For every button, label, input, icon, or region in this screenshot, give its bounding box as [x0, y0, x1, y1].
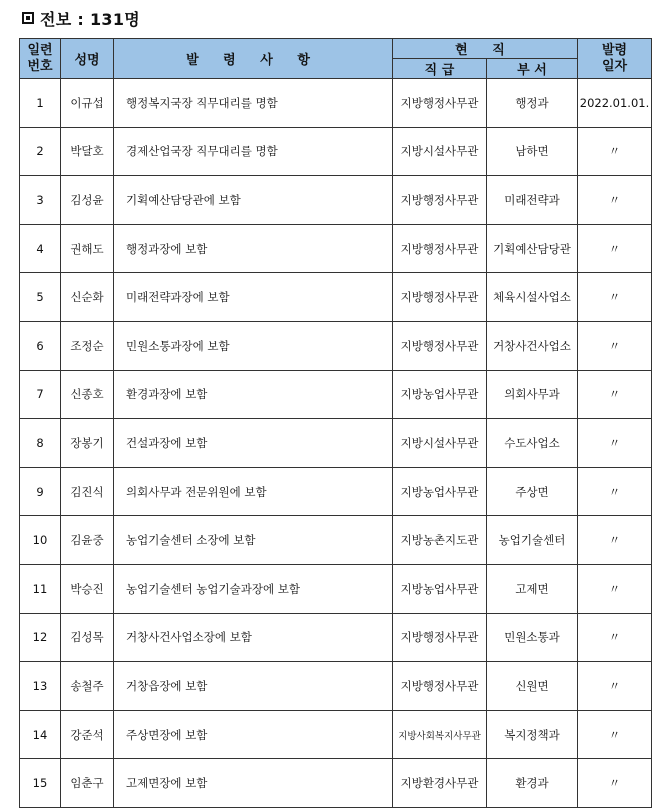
cell-action: 거창사건사업소장에 보함 [114, 613, 393, 662]
cell-dept: 농업기술센터 [487, 516, 578, 565]
cell-rank: 지방행정사무관 [393, 176, 487, 225]
cell-rank: 지방농업사무관 [393, 564, 487, 613]
header-serial-line2: 번호 [27, 58, 53, 74]
cell-action: 행정과장에 보함 [114, 224, 393, 273]
cell-serial: 9 [20, 467, 61, 516]
cell-action: 거창읍장에 보함 [114, 662, 393, 711]
header-date-line1: 발령 [601, 42, 628, 58]
table-row [20, 273, 652, 322]
cell-rank: 지방시설사무관 [393, 419, 487, 468]
cell-serial: 10 [20, 516, 61, 565]
cell-name: 김성윤 [61, 176, 114, 225]
table-row [20, 516, 652, 565]
table-row [20, 224, 652, 273]
cell-date: 〃 [578, 467, 652, 516]
cell-dept: 고제면 [487, 564, 578, 613]
cell-action: 건설과장에 보함 [114, 419, 393, 468]
header-date-line2: 일자 [601, 58, 628, 74]
cell-date: 〃 [578, 710, 652, 759]
cell-date: 〃 [578, 176, 652, 225]
cell-action: 주상면장에 보함 [114, 710, 393, 759]
cell-name: 김윤중 [61, 516, 114, 565]
cell-date: 2022.01.01. [578, 79, 652, 128]
cell-serial: 8 [20, 419, 61, 468]
table-row [20, 613, 652, 662]
cell-rank: 지방농촌지도관 [393, 516, 487, 565]
table-row [20, 176, 652, 225]
cell-name: 이규섭 [61, 79, 114, 128]
cell-action: 고제면장에 보함 [114, 759, 393, 808]
title-text: 전보 : 131명 [40, 9, 141, 29]
cell-date: 〃 [578, 516, 652, 565]
table-body [20, 79, 652, 808]
cell-name: 송철주 [61, 662, 114, 711]
cell-date: 〃 [578, 662, 652, 711]
table-row [20, 321, 652, 370]
cell-serial: 3 [20, 176, 61, 225]
cell-serial: 5 [20, 273, 61, 322]
table-row [20, 370, 652, 419]
cell-dept: 체육시설사업소 [487, 273, 578, 322]
cell-name: 장봉기 [61, 419, 114, 468]
cell-dept: 민원소통과 [487, 613, 578, 662]
cell-action: 민원소통과장에 보함 [114, 321, 393, 370]
cell-action: 환경과장에 보함 [114, 370, 393, 419]
header-serial [20, 39, 61, 79]
cell-date: 〃 [578, 419, 652, 468]
table-row [20, 710, 652, 759]
table-row [20, 419, 652, 468]
cell-name: 박달호 [61, 127, 114, 176]
cell-serial: 15 [20, 759, 61, 808]
header-date [578, 39, 652, 79]
header-serial-line1: 일련 [27, 42, 53, 58]
document-title [22, 6, 140, 30]
table-row [20, 759, 652, 808]
cell-rank: 지방행정사무관 [393, 613, 487, 662]
cell-name: 김성목 [61, 613, 114, 662]
cell-action: 농업기술센터 농업기술과장에 보함 [114, 564, 393, 613]
cell-date: 〃 [578, 273, 652, 322]
cell-rank: 지방농업사무관 [393, 467, 487, 516]
cell-dept: 남하면 [487, 127, 578, 176]
cell-serial: 14 [20, 710, 61, 759]
cell-action: 농업기술센터 소장에 보함 [114, 516, 393, 565]
header-rank: 직 급 [393, 59, 487, 79]
cell-rank: 지방행정사무관 [393, 224, 487, 273]
cell-action: 경제산업국장 직무대리를 명함 [114, 127, 393, 176]
cell-rank: 지방사회복지사무관 [393, 710, 487, 759]
cell-serial: 7 [20, 370, 61, 419]
header-name: 성명 [61, 39, 114, 79]
table-row [20, 467, 652, 516]
cell-dept: 기획예산담당관 [487, 224, 578, 273]
cell-dept: 복지정책과 [487, 710, 578, 759]
cell-date: 〃 [578, 613, 652, 662]
cell-name: 강준석 [61, 710, 114, 759]
cell-name: 조정순 [61, 321, 114, 370]
cell-dept: 수도사업소 [487, 419, 578, 468]
table-header [20, 39, 652, 79]
cell-dept: 행정과 [487, 79, 578, 128]
cell-dept: 주상면 [487, 467, 578, 516]
cell-name: 신종호 [61, 370, 114, 419]
personnel-table [19, 38, 652, 808]
cell-dept: 신원면 [487, 662, 578, 711]
cell-date: 〃 [578, 564, 652, 613]
cell-date: 〃 [578, 759, 652, 808]
cell-serial: 2 [20, 127, 61, 176]
cell-rank: 지방행정사무관 [393, 321, 487, 370]
cell-action: 미래전략과장에 보함 [114, 273, 393, 322]
cell-serial: 1 [20, 79, 61, 128]
cell-name: 권해도 [61, 224, 114, 273]
cell-date: 〃 [578, 370, 652, 419]
cell-rank: 지방환경사무관 [393, 759, 487, 808]
cell-date: 〃 [578, 127, 652, 176]
cell-name: 임춘구 [61, 759, 114, 808]
cell-rank: 지방행정사무관 [393, 79, 487, 128]
cell-serial: 11 [20, 564, 61, 613]
cell-dept: 미래전략과 [487, 176, 578, 225]
square-bullet-icon [22, 12, 34, 24]
cell-name: 신순화 [61, 273, 114, 322]
cell-serial: 6 [20, 321, 61, 370]
table-row [20, 127, 652, 176]
table-row [20, 662, 652, 711]
cell-rank: 지방농업사무관 [393, 370, 487, 419]
header-current: 현 직 [393, 39, 578, 59]
cell-rank: 지방행정사무관 [393, 662, 487, 711]
cell-serial: 13 [20, 662, 61, 711]
cell-rank: 지방시설사무관 [393, 127, 487, 176]
cell-date: 〃 [578, 321, 652, 370]
cell-dept: 의회사무과 [487, 370, 578, 419]
cell-dept: 환경과 [487, 759, 578, 808]
header-action: 발 령 사 항 [114, 39, 393, 79]
cell-action: 기획예산담당관에 보함 [114, 176, 393, 225]
cell-rank: 지방행정사무관 [393, 273, 487, 322]
table-row [20, 79, 652, 128]
table-row [20, 564, 652, 613]
cell-serial: 4 [20, 224, 61, 273]
cell-name: 박승진 [61, 564, 114, 613]
cell-dept: 거창사건사업소 [487, 321, 578, 370]
header-dept: 부 서 [487, 59, 578, 79]
cell-name: 김진식 [61, 467, 114, 516]
cell-action: 의회사무과 전문위원에 보함 [114, 467, 393, 516]
cell-serial: 12 [20, 613, 61, 662]
cell-action: 행정복지국장 직무대리를 명함 [114, 79, 393, 128]
cell-date: 〃 [578, 224, 652, 273]
